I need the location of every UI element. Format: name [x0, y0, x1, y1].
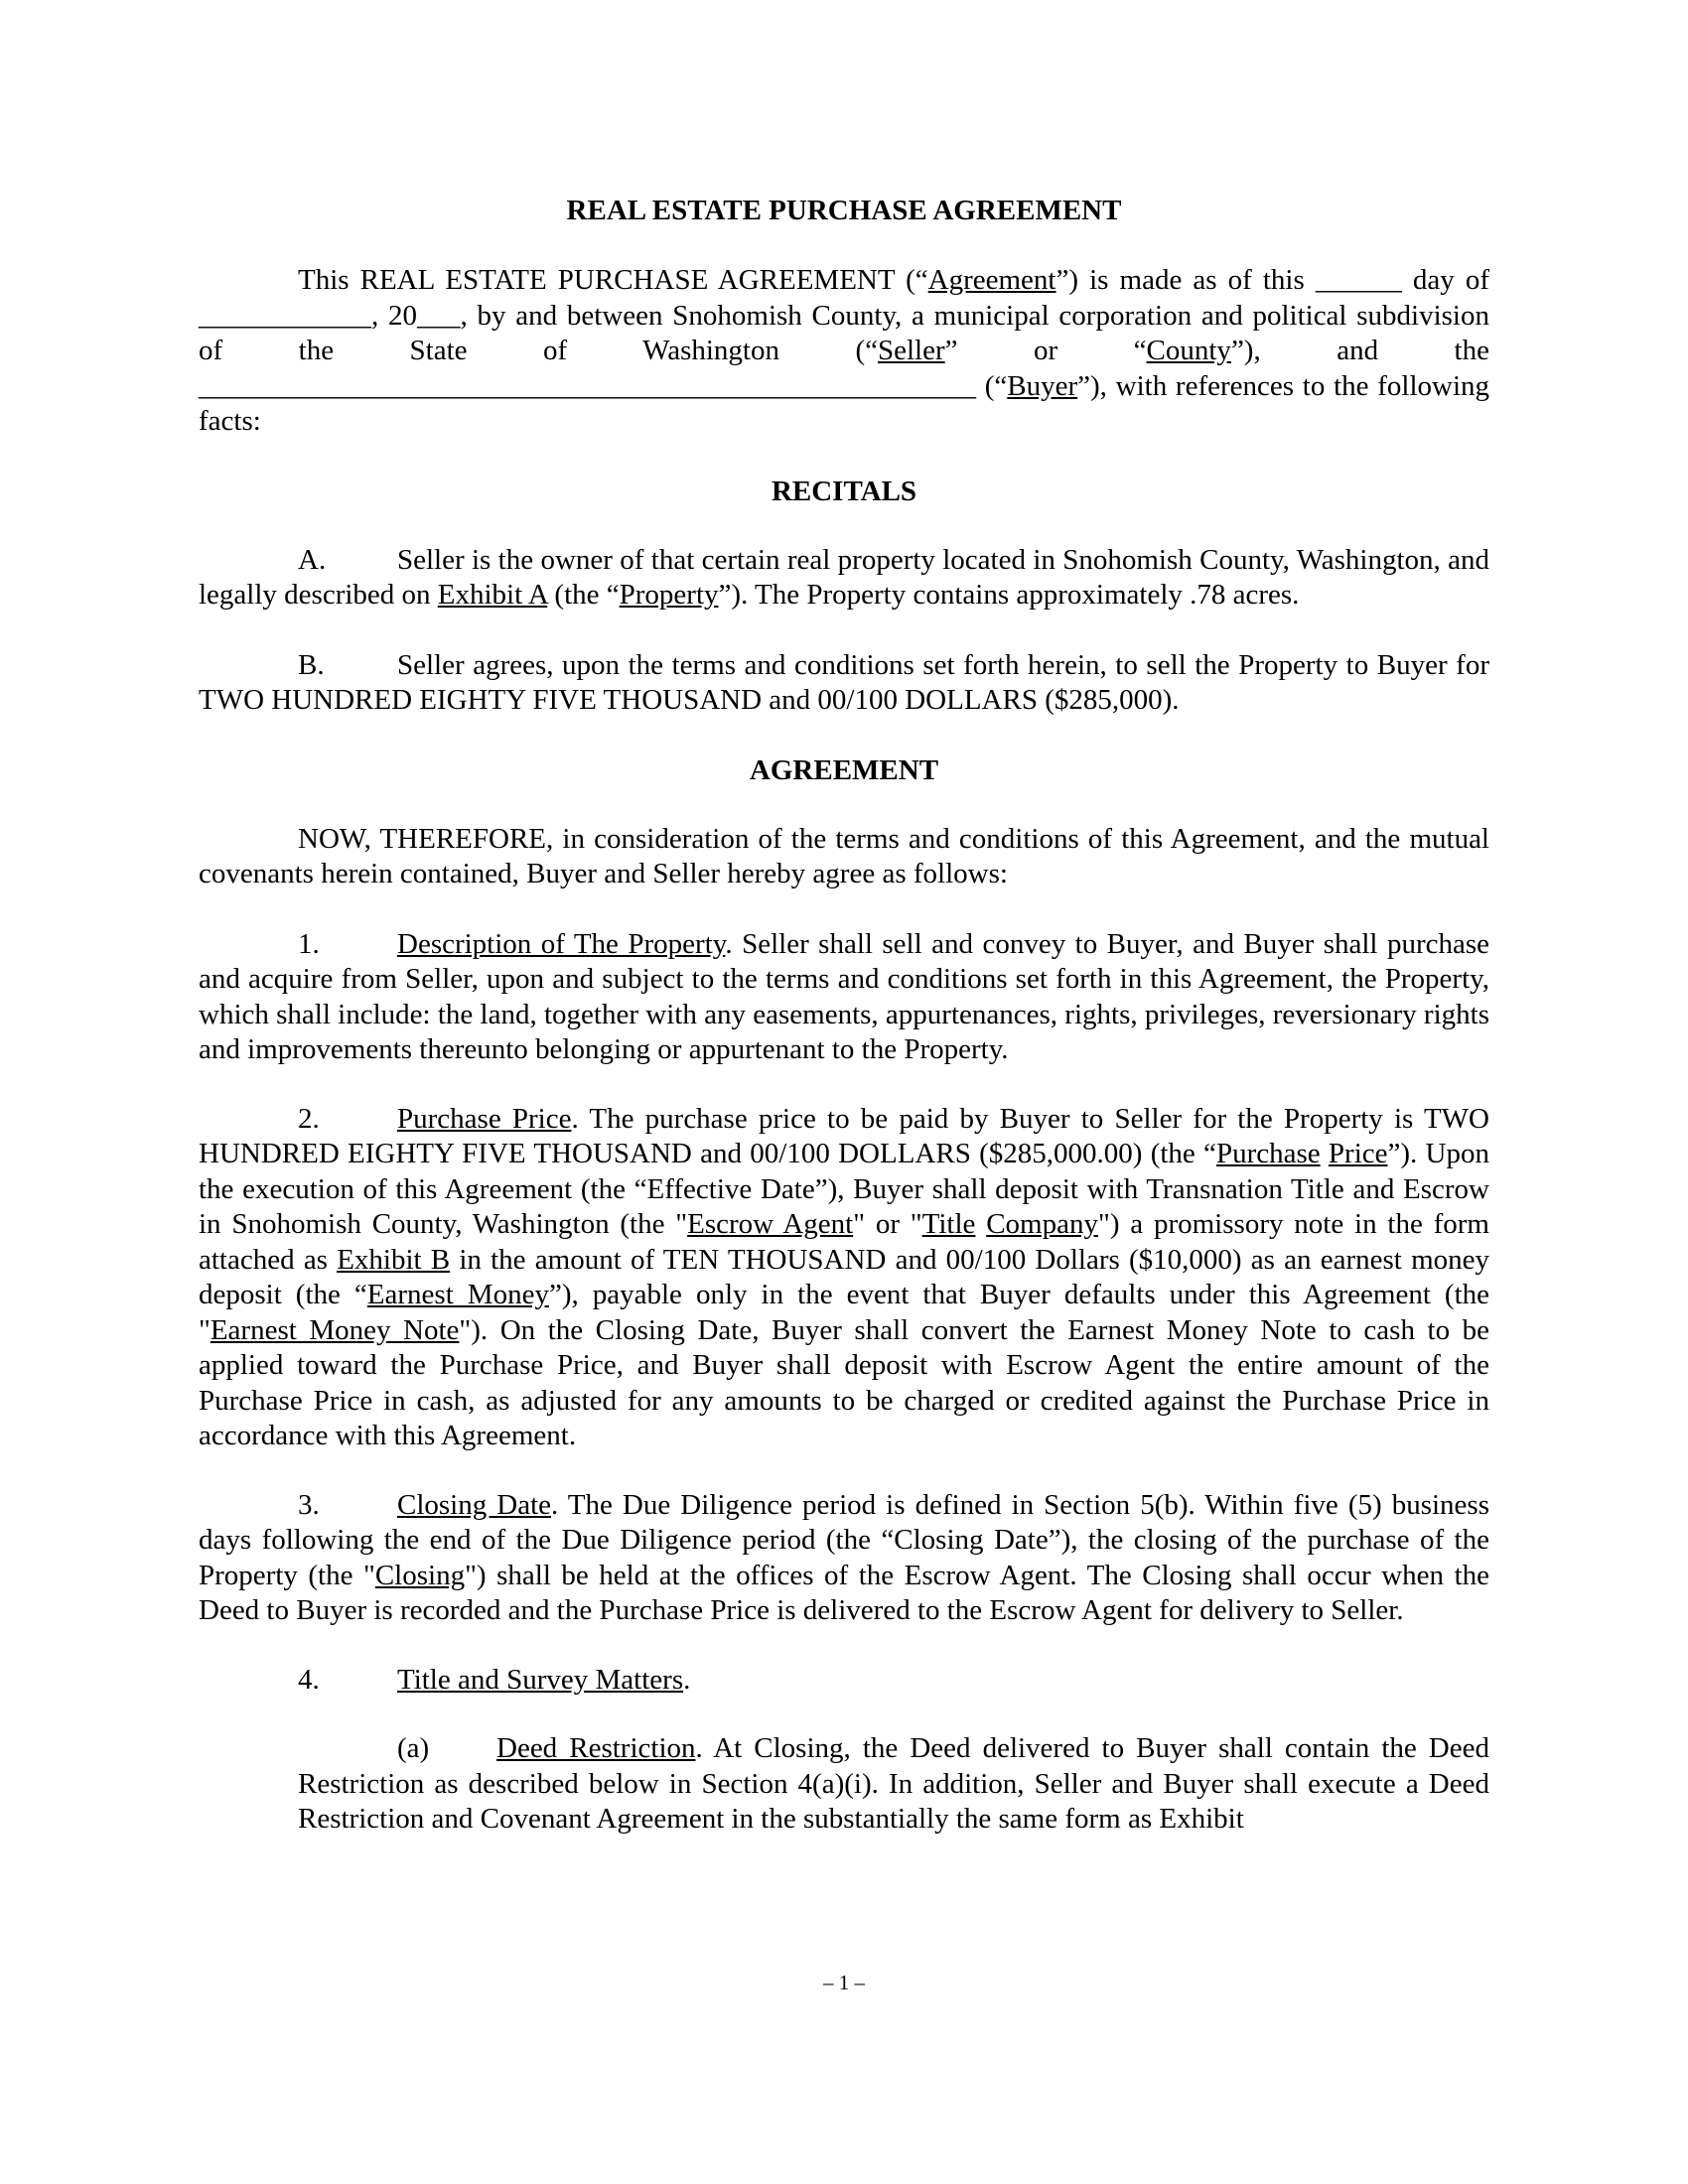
intro-text-3: ” or “: [944, 335, 1147, 366]
section-1-text: . Seller shall sell and convey to Buyer, and Buyer shall purchase and acquire from Seller, upon and subject to the terms and conditions set forth in this Agreement, the Property, which shall include: the land, together with any easements, appurtenances, rights, privileges, reversionary rights and improvements thereunto belonging or appurtenant to the Property.: [199, 927, 1489, 1065]
recital-a-text-3: ”). The Property contains approximately .78 acres.: [718, 579, 1300, 611]
section-2-text-5: in the amount of TEN THOUSAND and 00/100 Dollars ($10,000) as an earnest money deposit (the “: [199, 1243, 1490, 1310]
section-2-text-1: . The purchase price to be paid by Buyer to Seller for the Property is TWO HUNDRED EIGHTY FIVE THOUSAND and 00/100 DOLLARS ($285,000.00) (the “: [199, 1102, 1489, 1169]
exhibit-b-ref: Exhibit B: [337, 1243, 451, 1276]
section-1: [199, 927, 1489, 1068]
section-2-text-2: ”). Upon the execution of this Agreement (the “Effective Date”), Buyer shall deposit with Transnation Title and Escrow in Snohomish County, Washington (the ": [199, 1138, 1489, 1240]
company-term: Company: [986, 1208, 1098, 1240]
recital-a-text-1: Seller is the owner of that certain real property located in Snohomish County, Washington, and legally described on: [199, 543, 1489, 611]
section-1-number: 1.: [298, 927, 320, 960]
section-2-heading: Purchase Price: [397, 1102, 572, 1135]
section-3: [199, 1488, 1489, 1629]
recital-b: [199, 648, 1489, 719]
section-4-period: .: [683, 1663, 691, 1696]
section-3-text-1: . The Due Diligence period is defined in Section 5(b). Within five (5) business days following the end of the Due Diligence period (the “Closing Date”), the closing of the purchase of the Property (the ": [199, 1488, 1489, 1591]
buyer-term: Buyer: [1007, 369, 1078, 402]
intro-text-5: ”), with references to the following facts:: [199, 369, 1489, 437]
escrow-agent-term: Escrow Agent: [687, 1208, 854, 1240]
section-3-heading: Closing Date: [397, 1488, 552, 1521]
page-number: – 1 –: [823, 1971, 865, 1994]
section-3-number: 3.: [298, 1488, 320, 1521]
recital-b-text: Seller agrees, upon the terms and conditions set forth herein, to sell the Property to Buyer for TWO HUNDRED EIGHTY FIVE THOUSAND and 00/100 DOLLARS ($285,000).: [199, 648, 1489, 716]
section-2-number: 2.: [298, 1102, 320, 1135]
recital-a: [199, 543, 1489, 614]
section-4-heading: Title and Survey Matters: [397, 1663, 684, 1696]
section-4a-number: (a): [397, 1732, 430, 1764]
section-4a-text: . At Closing, the Deed delivered to Buyer shall contain the Deed Restriction as described below in Section 4(a)(i). In addition, Seller and Buyer shall execute a Deed Restriction and Covenant Agreement in the substantially the same form as Exhibit: [298, 1732, 1489, 1835]
exhibit-a-ref: Exhibit A: [437, 579, 548, 611]
intro-text-4: ”), and the ______________________________________________________ (“: [199, 335, 1489, 402]
section-3-text-2: ") shall be held at the offices of the Escrow Agent. The Closing shall occur when the Deed to Buyer is recorded and the Purchase Price is delivered to the Escrow Agent for delivery to Seller.: [199, 1559, 1489, 1626]
section-1-heading: Description of The Property: [397, 927, 726, 960]
closing-term: Closing: [374, 1559, 466, 1591]
agreement-heading: AGREEMENT: [749, 753, 939, 786]
document-page: [199, 193, 1489, 1838]
seller-term: Seller: [878, 335, 945, 366]
earnest-money-note-term: Earnest Money Note: [210, 1313, 460, 1346]
section-2-text-3: " or ": [853, 1208, 922, 1240]
recital-a-text-2: (the “: [547, 579, 620, 611]
purchase-term: Purchase: [1215, 1138, 1321, 1169]
agreement-term: Agreement: [927, 264, 1056, 296]
now-therefore-paragraph: NOW, THEREFORE, in consideration of the terms and conditions of this Agreement, and the mutual covenants herein contained, Buyer and Seller hereby agree as follows:: [199, 822, 1489, 889]
section-2-text-4: ") a promissory note in the form attached as: [199, 1208, 1489, 1276]
section-2: [199, 1102, 1489, 1454]
county-term: County: [1146, 335, 1231, 366]
earnest-money-term: Earnest Money: [366, 1279, 549, 1310]
price-term: Price: [1328, 1138, 1388, 1169]
recital-b-label: B.: [298, 648, 325, 681]
section-4a: [298, 1731, 1489, 1838]
recitals-heading: RECITALS: [771, 475, 917, 507]
intro-text-1: This REAL ESTATE PURCHASE AGREEMENT (“: [298, 264, 928, 296]
intro-paragraph: [199, 263, 1489, 440]
document-title: REAL ESTATE PURCHASE AGREEMENT: [566, 195, 1122, 226]
intro-text-2: ”) is made as of this ______ day of ____________, 20___, by and between Snohomish County, a municipal corporation and political subdivision of the State of Washington (“: [199, 264, 1489, 366]
section-4: [199, 1663, 1489, 1699]
title-term: Title: [921, 1208, 976, 1240]
property-term: Property: [619, 579, 719, 611]
section-4-number: 4.: [298, 1663, 320, 1696]
section-2-text-7: "). On the Closing Date, Buyer shall convert the Earnest Money Note to cash to be applied toward the Purchase Price, and Buyer shall deposit with Escrow Agent the entire amount of the Purchase Price in cash, as adjusted for any amounts to be charged or credited against the Purchase Price in accordance with this Agreement.: [199, 1313, 1489, 1451]
section-2-text-6: ”), payable only in the event that Buyer defaults under this Agreement (the ": [199, 1279, 1489, 1346]
recital-a-label: A.: [298, 543, 327, 576]
section-4a-heading: Deed Restriction: [496, 1732, 696, 1764]
